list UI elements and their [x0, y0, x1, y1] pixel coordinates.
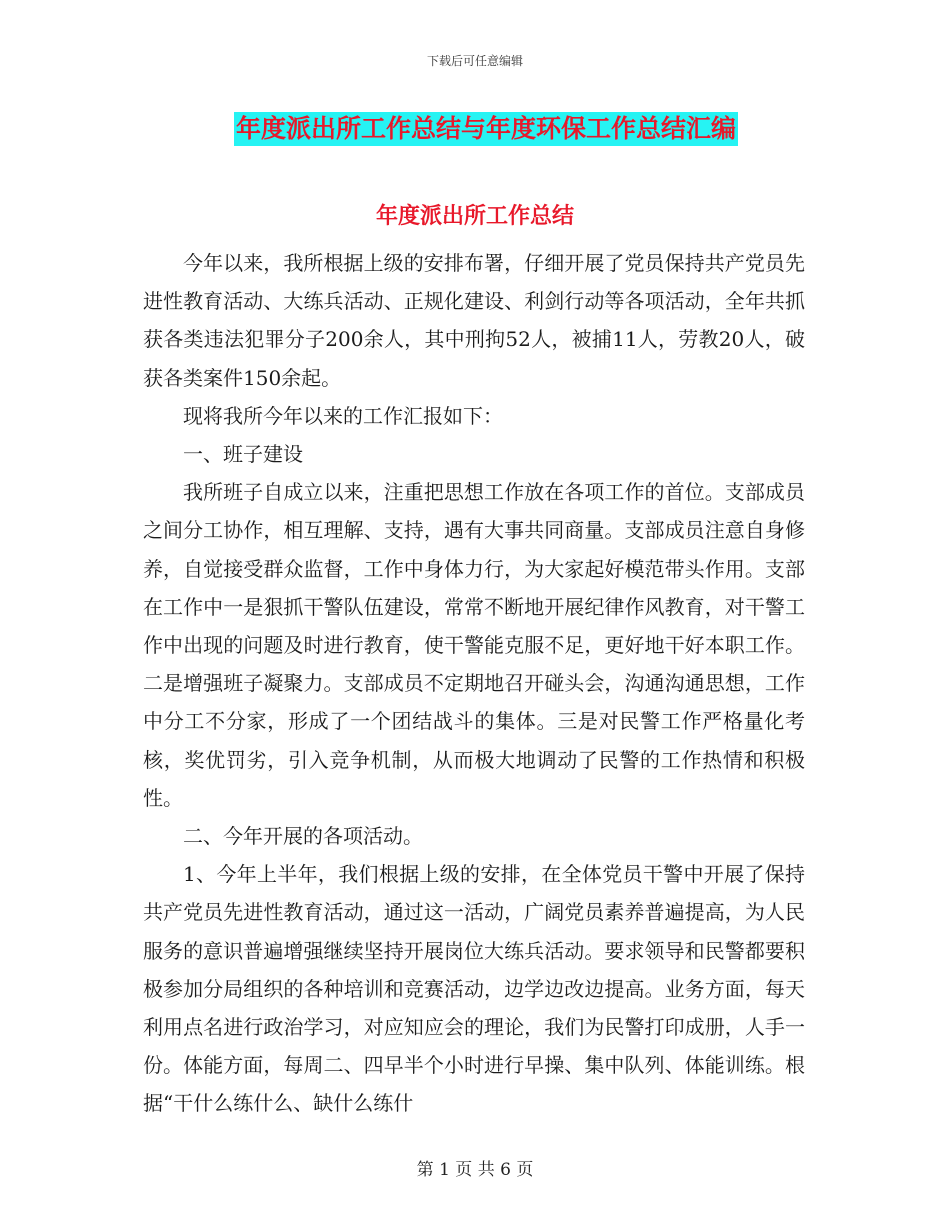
document-title: 年度派出所工作总结与年度环保工作总结汇编 — [234, 112, 738, 146]
document-body — [143, 244, 805, 1123]
page-footer: 第 1 页 共 6 页 — [416, 1160, 534, 1180]
section-title: 年度派出所工作总结 — [375, 203, 574, 229]
heading-activities: 二、今年开展的各项活动。 — [183, 824, 423, 849]
heading-team-building: 一、班子建设 — [183, 442, 303, 467]
paragraph-team-building: 我所班子自成立以来，注重把思想工作放在各项工作的首位。支部成员之间分工协作，相互理解、支持，遇有大事共同商量。支部成员注意自身修养，自觉接受群众监督，工作中身体力行，为大家起好模范带头作用。支部在工作中一是狠抓干警队伍建设，常常不断地开展纪律作风教育，对干警工作中出现的问题及时进行教育，使干警能克服不足，更好地干好本职工作。二是增强班子凝聚力。支部成员不定期地召开碰头会，沟通沟通思想，工作中分工不分家，形成了一个团结战斗的集体。三是对民警工作严格量化考核，奖优罚劣，引入竞争机制，从而极大地调动了民警的工作热情和积极性。 — [143, 480, 805, 810]
paragraph-report-lead: 现将我所今年以来的工作汇报如下： — [183, 403, 503, 428]
header-note: 下载后可任意编辑 — [426, 54, 523, 68]
paragraph-intro: 今年以来，我所根据上级的安排布署，仔细开展了党员保持共产党员先进性教育活动、大练兵活动、正规化建设、利剑行动等各项活动，全年共抓获各类违法犯罪分子200余人，其中刑拘52人，被捕11人，劳教20人，破获各类案件150余起。 — [143, 251, 805, 390]
paragraph-activities-1: 1、今年上半年，我们根据上级的安排，在全体党员干警中开展了保持共产党员先进性教育活动，通过这一活动，广阔党员素养普遍提高，为人民服务的意识普遍增强继续坚持开展岗位大练兵活动。要求领导和民警都要积极参加分局组织的各种培训和竞赛活动，边学边改边提高。业务方面，每天利用点名进行政治学习，对应知应会的理论，我们为民警打印成册，人手一份。体能方面，每周二、四早半个小时进行早操、集中队列、体能训练。根据“干什么练什么、缺什么练什 — [143, 862, 805, 1116]
